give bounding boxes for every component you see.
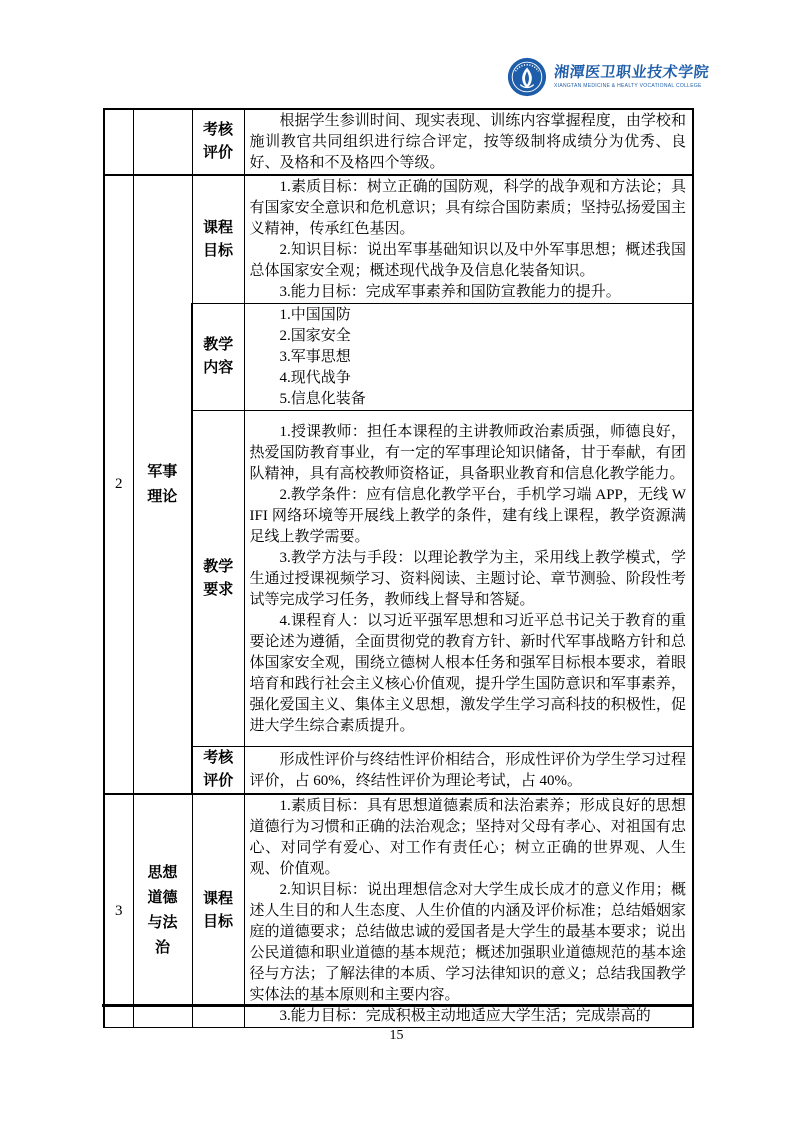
paragraph: 2.国家安全 xyxy=(279,328,351,344)
paragraph: 1.素质目标：具有思想道德素质和法治素养；形成良好的思想道德行为习惯和正确的法治观念；坚持对父母有孝心、对祖国有忠心、对同学有爱心、对工作有责任心；树立正确的世界观、人生观、价值观。 xyxy=(249,798,686,877)
paragraph: 3.能力目标：完成积极主动地适应大学生活；完成崇高的 xyxy=(279,1008,651,1024)
cell-section-label: 教学要求 xyxy=(192,411,244,747)
table-row-course2-content xyxy=(104,304,693,411)
course-table xyxy=(103,108,694,1028)
cell-section-label: 考核评价 xyxy=(192,109,244,175)
paragraph: 2.教学条件：应有信息化教学平台，手机学习端 APP，无线 WIFI 网络环境等开展线上教学的条件，建有线上课程，教学资源满足线上教学需要。 xyxy=(249,486,686,545)
paragraph: 3.军事思想 xyxy=(279,349,351,365)
course-table-region xyxy=(103,108,692,1024)
cell-course-name-empty xyxy=(133,109,192,175)
cell-course-name: 军事理论 xyxy=(133,175,192,794)
table-row-course2-assessment xyxy=(104,747,693,795)
cell-section-content xyxy=(244,794,693,1028)
cell-section-label: 课程目标 xyxy=(192,794,244,1028)
college-logo xyxy=(506,54,709,100)
cell-section-content xyxy=(244,109,693,175)
cell-course-index-empty xyxy=(104,109,133,175)
table-row-course2-requirements xyxy=(104,411,693,747)
paragraph: 根据学生参训时间、现实表现、训练内容掌握程度，由学校和施训教官共同组织进行综合评定，按等级制将成绩分为优秀、良好、及格和不及格四个等级。 xyxy=(249,113,686,171)
college-emblem-icon xyxy=(506,56,548,98)
cell-section-label: 教学内容 xyxy=(192,304,244,411)
cell-course-index: 3 xyxy=(104,794,133,1028)
paragraph: 4.现代战争 xyxy=(279,370,351,386)
table-row-course2-objectives xyxy=(104,175,693,304)
college-name-en: XIANGTAN MEDICINE & HEALTY VOCATIONAL COLLEGE xyxy=(554,83,702,89)
page-break-divider xyxy=(102,1004,693,1007)
college-name-block xyxy=(554,64,709,90)
paragraph: 1.中国国防 xyxy=(279,307,351,323)
cell-section-content xyxy=(244,411,693,747)
paragraph: 1.授课教师：担任本课程的主讲教师政治素质强，师德良好，热爱国防教育事业，有一定的军事理论知识储备，甘于奉献，有团队精神，具有高校教师资格证，具备职业教育和信息化教学能力。 xyxy=(249,423,686,482)
paragraph: 3.能力目标：完成军事素养和国防宣教能力的提升。 xyxy=(279,284,621,300)
cell-section-content xyxy=(244,175,693,304)
cell-section-content xyxy=(244,304,693,411)
paragraph: 2.知识目标：说出理想信念对大学生成长成才的意义作用；概述人生目的和人生态度、人生价值的内涵及评价标准；总结婚姻家庭的道德要求；总结做忠诚的爱国者是大学生的最基本要求；说出公民道德和职业道德的基本规范；概述加强职业道德规范的基本途径与方法；了解法律的本质、学习法律知识的意义；总结我国教学实体法的基本原则和主要内容。 xyxy=(249,882,686,1003)
cell-section-label: 考核评价 xyxy=(192,747,244,795)
table-row-course3-objectives xyxy=(104,794,693,1028)
paragraph: 1.素质目标：树立正确的国防观，科学的战争观和方法论；具有国家安全意识和危机意识；具有综合国防素质；坚持弘扬爱国主义精神，传承红色基因。 xyxy=(249,179,686,237)
paragraph: 3.教学方法与手段：以理论教学为主，采用线上教学模式，学生通过授课视频学习、资料阅读、主题讨论、章节测验、阶段性考试等完成学习任务，教师线上督导和答疑。 xyxy=(249,549,686,608)
table-row-continued xyxy=(104,109,693,175)
page-number: 15 xyxy=(389,1028,404,1043)
paragraph: 2.知识目标：说出军事基础知识以及中外军事思想；概述我国总体国家安全观；概述现代战争及信息化装备知识。 xyxy=(249,242,686,279)
paragraph: 形成性评价与终结性评价相结合，形成性评价为学生学习过程评价，占 60%，终结性评价为理论考试，占 40%。 xyxy=(249,751,686,789)
cell-section-label: 课程目标 xyxy=(192,175,244,304)
college-name-cn: 湘潭医卫职业技术学院 xyxy=(553,65,710,81)
cell-course-index: 2 xyxy=(104,175,133,794)
cell-course-name: 思想道德与法治 xyxy=(133,794,192,1028)
cell-section-content xyxy=(244,747,693,795)
paragraph: 4.课程育人：以习近平强军思想和习近平总书记关于教育的重要论述为遵循，全面贯彻党的教育方针、新时代军事战略方针和总体国家安全观，围绕立德树人根本任务和强军目标根本要求，着眼培育和践行社会主义核心价值观，提升学生国防意识和军事素养，强化爱国主义、集体主义思想，激发学生学习高科技的积极性，促进大学生综合素质提升。 xyxy=(249,612,686,734)
paragraph: 5.信息化装备 xyxy=(279,391,366,407)
